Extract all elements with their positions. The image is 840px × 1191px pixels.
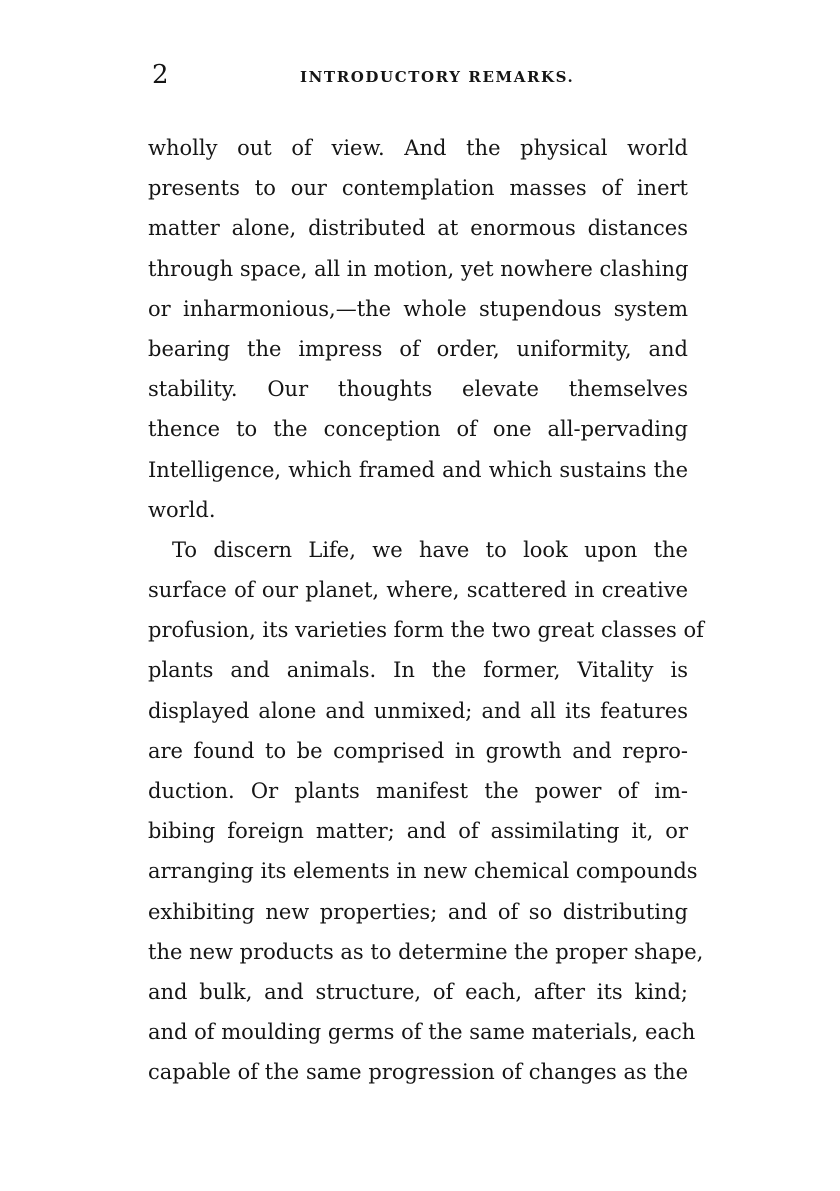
paragraph-end-line: world. <box>148 497 216 522</box>
text-line: or inharmonious,—the whole stupendous system <box>148 296 688 321</box>
text-line: capable of the same progression of changes as the <box>148 1060 688 1085</box>
text-line: profusion, its varieties form the two great classes of <box>148 618 704 643</box>
text-line: wholly out of view. And the physical world <box>148 136 688 160</box>
text-line: arranging its elements in new chemical compounds <box>148 859 698 884</box>
paragraph-start-line: To discern Life, we have to look upon the <box>172 537 688 562</box>
text-line: exhibiting new properties; and of so distributing <box>148 899 688 924</box>
text-line: through space, all in motion, yet nowhere clashing <box>148 256 689 281</box>
text-line: displayed alone and unmixed; and all its features <box>148 698 688 723</box>
text-line: matter alone, distributed at enormous distances <box>148 216 688 241</box>
text-line: the new products as to determine the proper shape, <box>148 939 704 964</box>
text-line: bearing the impress of order, uniformity, and <box>148 336 688 361</box>
text-line: plants and animals. In the former, Vitality is <box>148 658 688 683</box>
text-line: bibing foreign matter; and of assimilating it, or <box>148 819 688 844</box>
text-line: duction. Or plants manifest the power of im- <box>148 779 688 803</box>
text-line: and of moulding germs of the same materials, each <box>148 1020 696 1045</box>
text-line: surface of our planet, where, scattered in creative <box>148 578 688 603</box>
text-line: Intelligence, which framed and which sustains the <box>148 457 688 482</box>
text-line: thence to the conception of one all-pervading <box>148 417 688 442</box>
text-line: and bulk, and structure, of each, after its kind; <box>148 979 688 1004</box>
page-number: 2 <box>152 60 169 90</box>
running-head: INTRODUCTORY REMARKS. <box>300 68 575 86</box>
body-text <box>148 128 704 1093</box>
text-line: stability. Our thoughts elevate themselves <box>148 377 688 402</box>
text-line: are found to be comprised in growth and repro- <box>148 738 688 763</box>
text-line: presents to our contemplation masses of inert <box>148 176 688 201</box>
